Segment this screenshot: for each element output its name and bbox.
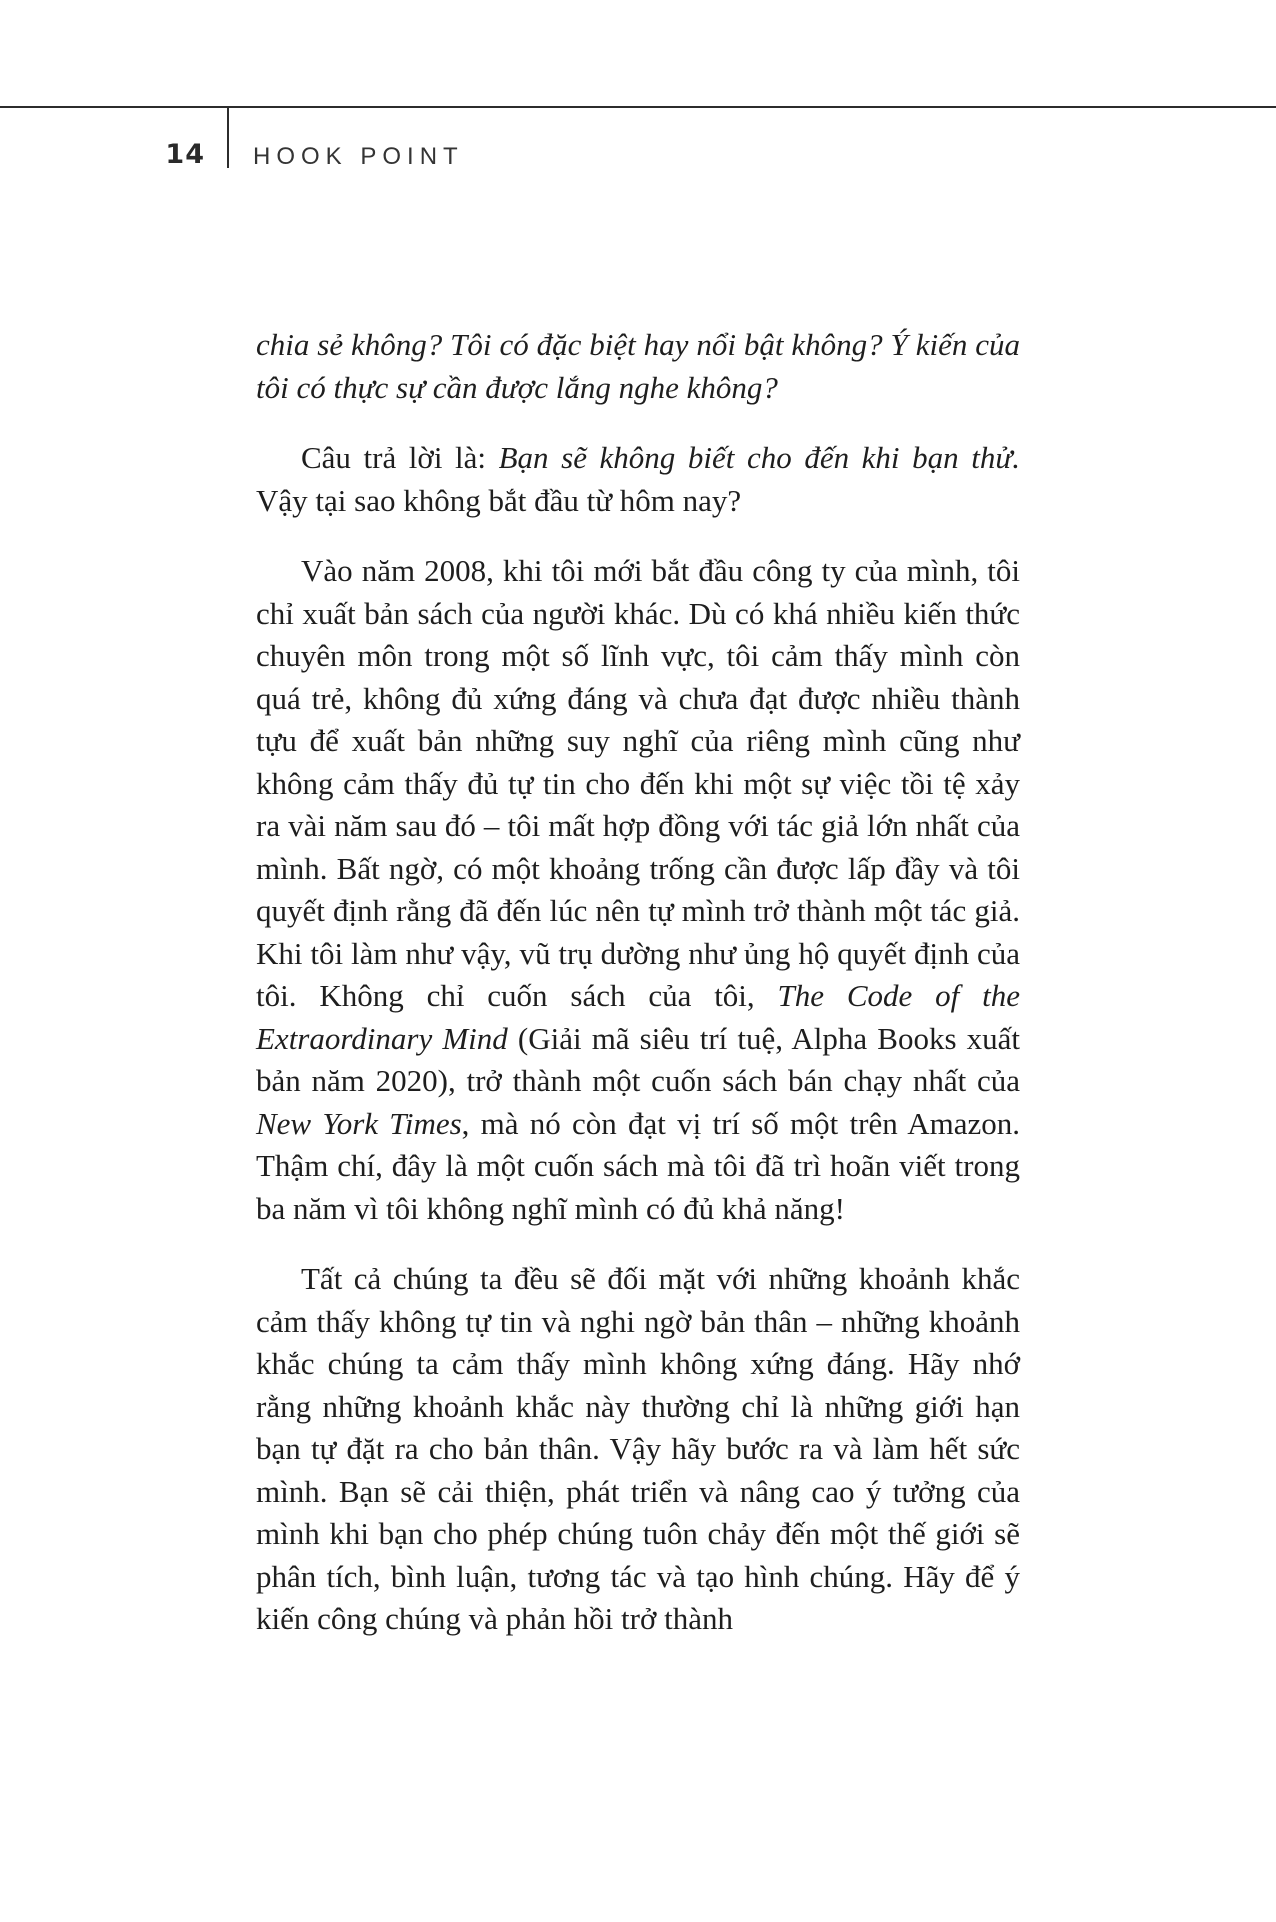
page-number: 14	[165, 139, 205, 170]
paragraph-2008-story	[256, 550, 1020, 1230]
text-run: Vậy tại sao không bắt đầu từ hôm nay?	[256, 482, 742, 518]
text-run: The Code of the Extraordinary Mind	[256, 978, 1021, 1056]
running-title: HOOK POINT	[253, 143, 464, 170]
header-divider-rule	[227, 108, 229, 168]
text-run: Câu trả lời là:	[301, 440, 499, 475]
text-run: (Giải mã siêu trí tuệ, Alpha Books xuất bản năm 2020), trở thành một cuốn sách bán chạy nhất của	[256, 1020, 1020, 1098]
text-run: Bạn sẽ không biết cho đến khi bạn thử.	[498, 440, 1020, 475]
text-run: chia sẻ không? Tôi có đặc biệt hay nổi bật không? Ý kiến của tôi có thực sự cần được lắng nghe không?	[256, 327, 1020, 405]
text-run: Vào năm 2008, khi tôi mới bắt đầu công ty của mình, tôi chỉ xuất bản sách của người khác. Dù có khá nhiều kiến thức chuyên môn trong một số lĩnh vực, tôi cảm thấy mình còn quá trẻ, không đủ xứng đáng và chưa đạt được nhiều thành tựu để xuất bản những suy nghĩ của riêng mình cũng như không cảm thấy đủ tự tin cho đến khi một sự việc tồi tệ xảy ra vài năm sau đó – tôi mất hợp đồng với tác giả lớn nhất của mình. Bất ngờ, có một khoảng trống cần được lấp đầy và tôi quyết định rằng đã đến lúc nên tự mình trở thành một tác giả. Khi tôi làm như vậy, vũ trụ dường như ủng hộ quyết định của tôi. Không chỉ cuốn sách của tôi,	[256, 553, 1020, 1013]
text-run: New York Times	[256, 1105, 462, 1141]
paragraph-answer	[256, 437, 1020, 522]
paragraph-opening-questions	[256, 324, 1020, 409]
text-run: , mà nó còn đạt vị trí số một trên Amazon. Thậm chí, đây là một cuốn sách mà tôi đã trì hoãn viết trong ba năm vì tôi không nghĩ mình có đủ khả năng!	[256, 1105, 1020, 1226]
text-run: Tất cả chúng ta đều sẽ đối mặt với những khoảnh khắc cảm thấy không tự tin và nghi ngờ bản thân – những khoảnh khắc chúng ta cảm thấy mình không xứng đáng. Hãy nhớ rằng những khoảnh khắc này thường chỉ là những giới hạn bạn tự đặt ra cho bản thân. Vậy hãy bước ra và làm hết sức mình. Bạn sẽ cải thiện, phát triển và nâng cao ý tưởng của mình khi bạn cho phép chúng tuôn chảy đến một thế giới sẽ phân tích, bình luận, tương tác và tạo hình chúng. Hãy để ý kiến công chúng và phản hồi trở thành	[256, 1261, 1020, 1636]
header-top-rule	[0, 106, 1276, 108]
body-text-block	[256, 324, 1020, 1641]
paragraph-self-doubt	[256, 1258, 1020, 1641]
